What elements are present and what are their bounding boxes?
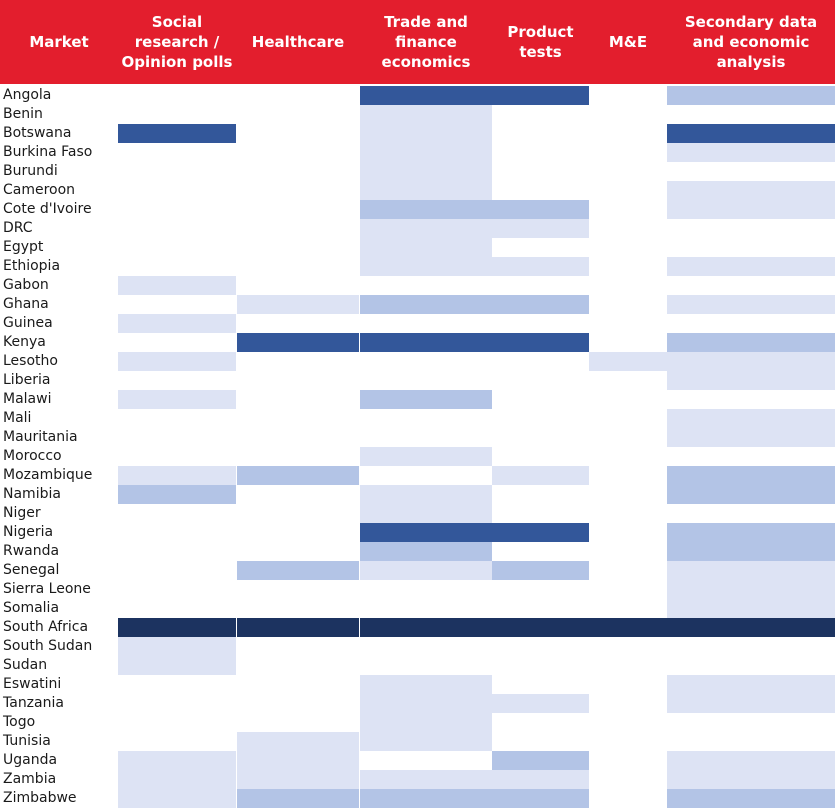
row-label-egypt: Egypt bbox=[3, 239, 44, 255]
cell-south-africa-col2 bbox=[360, 618, 492, 637]
cell-zambia-col1 bbox=[237, 770, 359, 789]
cell-somalia-col5 bbox=[667, 599, 835, 618]
cell-liberia-col5 bbox=[667, 371, 835, 390]
cell-ethiopia-col5 bbox=[667, 257, 835, 276]
cell-uganda-col0 bbox=[118, 751, 236, 770]
cell-cameroon-col5 bbox=[667, 181, 835, 200]
row-label-malawi: Malawi bbox=[3, 391, 52, 407]
cell-morocco-col2 bbox=[360, 447, 492, 466]
cell-lesotho-col4 bbox=[589, 352, 667, 371]
cell-angola-col3 bbox=[492, 86, 589, 105]
column-header-m-and-e: M&E bbox=[608, 33, 648, 51]
column-header-healthcare: Healthcare bbox=[251, 33, 345, 51]
row-label-uganda: Uganda bbox=[3, 752, 58, 768]
cell-nigeria-col3 bbox=[492, 523, 589, 542]
cell-cote-d-ivoire-col3 bbox=[492, 200, 589, 219]
cell-namibia-col2 bbox=[360, 485, 492, 504]
row-label-guinea: Guinea bbox=[3, 315, 53, 331]
row-label-angola: Angola bbox=[3, 87, 52, 103]
cell-mozambique-col0 bbox=[118, 466, 236, 485]
row-label-mauritania: Mauritania bbox=[3, 429, 78, 445]
row-label-burundi: Burundi bbox=[3, 163, 58, 179]
cell-south-africa-col1 bbox=[237, 618, 359, 637]
row-label-namibia: Namibia bbox=[3, 486, 61, 502]
cell-ethiopia-col2 bbox=[360, 257, 492, 276]
row-label-drc: DRC bbox=[3, 220, 33, 236]
cell-malawi-col2 bbox=[360, 390, 492, 409]
row-label-ghana: Ghana bbox=[3, 296, 49, 312]
row-label-ethiopia: Ethiopia bbox=[3, 258, 61, 274]
cell-tunisia-col1 bbox=[237, 732, 359, 751]
cell-ghana-col5 bbox=[667, 295, 835, 314]
cell-burundi-col2 bbox=[360, 162, 492, 181]
cell-rwanda-col2 bbox=[360, 542, 492, 561]
cell-south-africa-col3 bbox=[492, 618, 589, 637]
cell-eswatini-col2 bbox=[360, 675, 492, 694]
cell-zambia-col2 bbox=[360, 770, 492, 789]
row-label-south-africa: South Africa bbox=[3, 619, 89, 635]
row-label-mali: Mali bbox=[3, 410, 32, 426]
cell-ghana-col2 bbox=[360, 295, 492, 314]
row-label-sudan: Sudan bbox=[3, 657, 48, 673]
column-header-product-tests: Product tests bbox=[507, 23, 574, 61]
cell-zimbabwe-col3 bbox=[492, 789, 589, 808]
column-header-social-research: Social research / Opinion polls bbox=[121, 13, 233, 71]
cell-cameroon-col2 bbox=[360, 181, 492, 200]
column-header-secondary-data: Secondary data and economic analysis bbox=[684, 13, 818, 71]
row-label-gabon: Gabon bbox=[3, 277, 49, 293]
cell-namibia-col5 bbox=[667, 485, 835, 504]
row-label-eswatini: Eswatini bbox=[3, 676, 62, 692]
row-label-south-sudan: South Sudan bbox=[3, 638, 93, 654]
row-label-mozambique: Mozambique bbox=[3, 467, 93, 483]
cell-gabon-col0 bbox=[118, 276, 236, 295]
row-label-somalia: Somalia bbox=[3, 600, 60, 616]
row-label-liberia: Liberia bbox=[3, 372, 51, 388]
row-label-benin: Benin bbox=[3, 106, 43, 122]
cell-senegal-col3 bbox=[492, 561, 589, 580]
cell-sudan-col0 bbox=[118, 656, 236, 675]
cell-angola-col2 bbox=[360, 86, 492, 105]
cell-senegal-col2 bbox=[360, 561, 492, 580]
cell-tanzania-col2 bbox=[360, 694, 492, 713]
cell-uganda-col3 bbox=[492, 751, 589, 770]
cell-nigeria-col2 bbox=[360, 523, 492, 542]
cell-burkina-faso-col5 bbox=[667, 143, 835, 162]
cell-lesotho-col0 bbox=[118, 352, 236, 371]
cell-botswana-col2 bbox=[360, 124, 492, 143]
cell-zimbabwe-col2 bbox=[360, 789, 492, 808]
cell-mozambique-col3 bbox=[492, 466, 589, 485]
row-label-senegal: Senegal bbox=[3, 562, 60, 578]
cell-cote-d-ivoire-col5 bbox=[667, 200, 835, 219]
cell-namibia-col0 bbox=[118, 485, 236, 504]
cell-south-africa-col4 bbox=[589, 618, 667, 637]
cell-botswana-col5 bbox=[667, 124, 835, 143]
cell-senegal-col5 bbox=[667, 561, 835, 580]
market-column-header: Market bbox=[29, 33, 89, 51]
cell-malawi-col0 bbox=[118, 390, 236, 409]
cell-tanzania-col3 bbox=[492, 694, 589, 713]
cell-kenya-col5 bbox=[667, 333, 835, 352]
row-label-burkina-faso: Burkina Faso bbox=[3, 144, 93, 160]
cell-kenya-col3 bbox=[492, 333, 589, 352]
cell-uganda-col1 bbox=[237, 751, 359, 770]
cell-egypt-col2 bbox=[360, 238, 492, 257]
cell-zambia-col0 bbox=[118, 770, 236, 789]
row-label-tanzania: Tanzania bbox=[3, 695, 64, 711]
row-label-morocco: Morocco bbox=[3, 448, 62, 464]
cell-zambia-col3 bbox=[492, 770, 589, 789]
row-label-togo: Togo bbox=[3, 714, 36, 730]
cell-zimbabwe-col5 bbox=[667, 789, 835, 808]
cell-benin-col2 bbox=[360, 105, 492, 124]
cell-kenya-col1 bbox=[237, 333, 359, 352]
cell-sierra-leone-col5 bbox=[667, 580, 835, 599]
cell-mozambique-col1 bbox=[237, 466, 359, 485]
cell-angola-col5 bbox=[667, 86, 835, 105]
row-label-tunisia: Tunisia bbox=[3, 733, 51, 749]
cell-tunisia-col2 bbox=[360, 732, 492, 751]
cell-lesotho-col5 bbox=[667, 352, 835, 371]
cell-zimbabwe-col1 bbox=[237, 789, 359, 808]
cell-south-africa-col0 bbox=[118, 618, 236, 637]
row-label-nigeria: Nigeria bbox=[3, 524, 54, 540]
row-label-rwanda: Rwanda bbox=[3, 543, 60, 559]
row-label-niger: Niger bbox=[3, 505, 41, 521]
row-label-kenya: Kenya bbox=[3, 334, 46, 350]
row-label-sierra-leone: Sierra Leone bbox=[3, 581, 91, 597]
row-label-zambia: Zambia bbox=[3, 771, 57, 787]
cell-niger-col2 bbox=[360, 504, 492, 523]
cell-south-sudan-col0 bbox=[118, 637, 236, 656]
cell-south-africa-col5 bbox=[667, 618, 835, 637]
cell-kenya-col2 bbox=[360, 333, 492, 352]
cell-mauritania-col5 bbox=[667, 428, 835, 447]
row-label-botswana: Botswana bbox=[3, 125, 72, 141]
cell-tanzania-col5 bbox=[667, 694, 835, 713]
column-header-trade-finance: Trade and finance economics bbox=[381, 13, 471, 71]
cell-uganda-col5 bbox=[667, 751, 835, 770]
cell-botswana-col0 bbox=[118, 124, 236, 143]
cell-mozambique-col5 bbox=[667, 466, 835, 485]
cell-togo-col2 bbox=[360, 713, 492, 732]
cell-ethiopia-col3 bbox=[492, 257, 589, 276]
cell-guinea-col0 bbox=[118, 314, 236, 333]
cell-nigeria-col5 bbox=[667, 523, 835, 542]
cell-drc-col3 bbox=[492, 219, 589, 238]
cell-drc-col2 bbox=[360, 219, 492, 238]
cell-ghana-col3 bbox=[492, 295, 589, 314]
cell-zambia-col5 bbox=[667, 770, 835, 789]
cell-cote-d-ivoire-col2 bbox=[360, 200, 492, 219]
row-label-cote-d-ivoire: Cote d'Ivoire bbox=[3, 201, 92, 217]
cell-mali-col5 bbox=[667, 409, 835, 428]
cell-eswatini-col5 bbox=[667, 675, 835, 694]
cell-burkina-faso-col2 bbox=[360, 143, 492, 162]
row-label-cameroon: Cameroon bbox=[3, 182, 76, 198]
cell-ghana-col1 bbox=[237, 295, 359, 314]
row-label-zimbabwe: Zimbabwe bbox=[3, 790, 77, 806]
cell-rwanda-col5 bbox=[667, 542, 835, 561]
cell-senegal-col1 bbox=[237, 561, 359, 580]
row-label-lesotho: Lesotho bbox=[3, 353, 58, 369]
cell-zimbabwe-col0 bbox=[118, 789, 236, 808]
